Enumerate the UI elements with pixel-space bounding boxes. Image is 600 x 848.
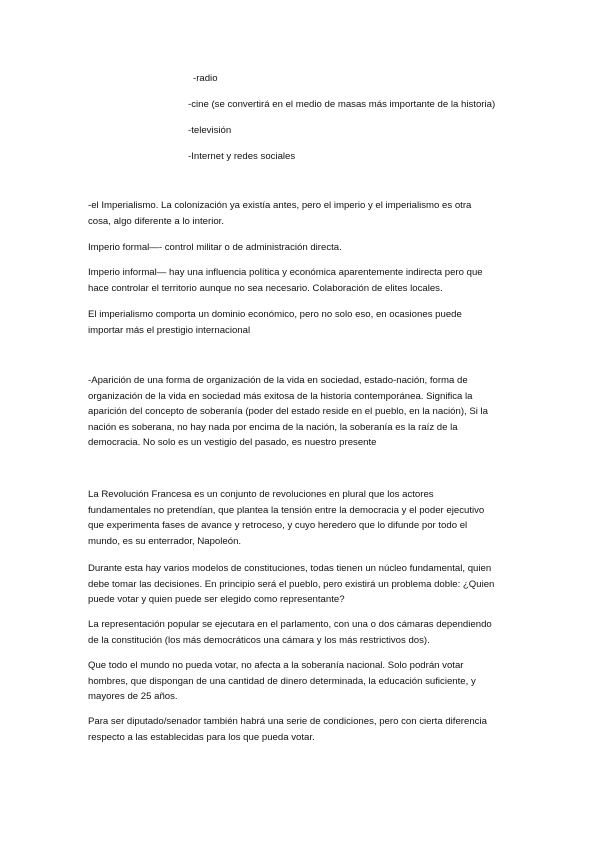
paragraph-representacion-popular [88, 617, 528, 648]
text-line: mundo, es su enterrador, Napoleón. [88, 535, 242, 547]
paragraph-imperio-formal [88, 240, 528, 256]
paragraph-revolucion-francesa [88, 487, 528, 549]
text-line: democracia. No solo es un vestigio del pasado, es nuestro presente [88, 437, 377, 449]
text-line: La Revolución Francesa es un conjunto de revoluciones en plural que los actores [88, 489, 434, 500]
text-line: de la constitución (los más democráticos una cámara y los más restrictivos dos). [88, 634, 430, 646]
text-line: debe tomar las decisiones. En principio será el pueblo, pero existirá un problema doble: ¿Quien [88, 578, 495, 590]
media-list-item-internet: -Internet y redes sociales [188, 151, 296, 162]
text-line: organización de la vida en sociedad más exitosa de la historia contemporánea. Significa la [88, 390, 473, 402]
text-line: aparición del concepto de soberanía (poder del estado reside en el pueblo, en la nación), Si la [88, 406, 489, 418]
text-line: puede votar y quien puede ser elegido como representante? [88, 594, 345, 606]
paragraph-sufragio [88, 658, 528, 705]
media-list-item-television: -televisión [188, 125, 232, 136]
paragraph-diputado-senador [88, 714, 528, 745]
media-list-item-radio: -radio [193, 73, 218, 84]
media-list-item-cine: -cine (se convertirá en el medio de masas más importante de la historia) [188, 99, 496, 110]
paragraph-estado-nacion [88, 373, 528, 451]
text-line: cosa, algo diferente a lo interior. [88, 215, 224, 227]
text-line: mayores de 25 años. [88, 691, 178, 703]
text-line: nación es soberana, no hay nada por encima de la nación, la soberanía es la raíz de la [88, 421, 458, 433]
text-line: hombres, que dispongan de una cantidad de dinero determinada, la educación suficiente, y [88, 675, 476, 687]
paragraph-imperio-informal [88, 265, 528, 296]
paragraph-dominio-economico [88, 307, 528, 338]
text-line: El imperialismo comporta un dominio económico, pero no solo eso, en ocasiones puede [88, 309, 462, 320]
text-line: Imperio informal— hay una influencia política y económica aparentemente indirecta pero que [88, 267, 483, 278]
text-line: -Aparición de una forma de organización de la vida en sociedad, estado-nación, forma de [88, 375, 468, 386]
text-line: fundamentales no pretendían, que plantea la tensión entre la democracia y el poder ejecutivo [88, 504, 485, 516]
text-line: Durante esta hay varios modelos de constituciones, todas tienen un núcleo fundamental, quien [88, 563, 492, 574]
paragraph-constituciones [88, 561, 528, 608]
text-line: respecto a las establecidas para los que pueda votar. [88, 731, 315, 743]
text-line: La representación popular se ejecutara en el parlamento, con una o dos cámaras dependiendo [88, 619, 492, 630]
text-line: importar más el prestigio internacional [88, 324, 251, 336]
text-line: Imperio formal—- control militar o de administración directa. [88, 242, 342, 253]
text-line: hace controlar el territorio aunque no sea necesario. Colaboración de elites locales. [88, 282, 443, 294]
paragraph-imperialismo [88, 198, 528, 229]
text-line: que experimenta fases de avance y retroceso, y cuyo heredero que lo difunde por todo el [88, 520, 468, 532]
text-line: Que todo el mundo no pueda votar, no afecta a la soberanía nacional. Solo podrán votar [88, 660, 464, 671]
text-line: Para ser diputado/senador también habrá una serie de condiciones, pero con cierta diferencia [88, 716, 487, 727]
text-line: -el Imperialismo. La colonización ya existía antes, pero el imperio y el imperialismo es otra [88, 200, 472, 211]
